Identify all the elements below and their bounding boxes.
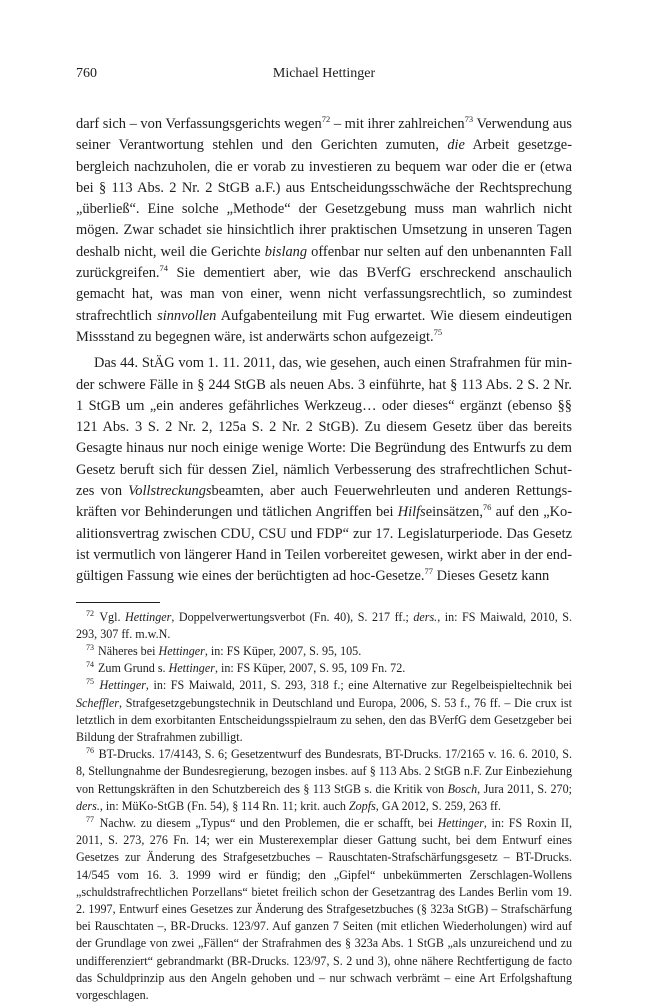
- italic-text: ders.: [413, 609, 438, 624]
- italic-text: ders.: [76, 798, 100, 813]
- italic-text: Bosch: [447, 781, 478, 796]
- footnote-75: $^{75}$ Hettinger, in: FS Maiwald, 2011, S. 293, 318 f.; eine Alternative zur Regelbeispieltechnik bei Scheffler, Strafgesetzgebungstechnik in Deutschland und Europa, 2006, S. 53 f., 76 ff. – Die crux ist letztlich in dem exorbitanten Entscheidungsspielraum zu sehen, den das BVerfG dem Gesetzgeber bei Bildung der Strafrahmen zubilligt.: [76, 677, 572, 744]
- page-header: [76, 66, 572, 88]
- italic-text: Hettinger: [437, 815, 484, 830]
- footnote-number: 77: [86, 814, 94, 824]
- italic-text: Vollstreckungs: [128, 483, 212, 500]
- footnote-number: 74: [86, 660, 94, 670]
- footnote-73: $^{73}$ Näheres bei Hettinger, in: FS Küper, 2007, S. 95, 105.: [86, 642, 362, 658]
- footnote-number: 73: [86, 642, 94, 652]
- footnote-number: 76: [86, 746, 94, 756]
- italic-text: die: [447, 137, 465, 154]
- running-head: Michael Hettinger: [272, 66, 376, 81]
- italic-text: bislang: [264, 243, 308, 260]
- page-number: 760: [76, 66, 97, 81]
- italic-text: Zopfs: [348, 798, 376, 813]
- book-page: [76, 66, 572, 1004]
- italic-text: sinnvollen: [157, 307, 217, 324]
- footnote-74: $^{74}$ Zum Grund s. Hettinger, in: FS Küper, 2007, S. 95, 109 Fn. 72.: [86, 660, 406, 676]
- footnote-76: $^{76}$ BT-Drucks. 17/4143, S. 6; Gesetzentwurf des Bundesrats, BT-Drucks. 17/2165 v. 16. 6. 2010, S. 8, Stellungnahme der Bundesregierung, bezogen insbes. auf § 113 Abs. 2 StGB n.F. Zur Einbeziehung von Rettungskräften in den Schutzbereich des § 113 StGB s. die Kritik von Bosch, Jura 2011, S. 270; ders., in: MüKo-StGB (Fn. 54), § 114 Rn. 11; krit. auch Zopfs, GA 2012, S. 259, 263 ff.: [76, 746, 573, 813]
- footnote-ref[interactable]: 75: [433, 327, 443, 338]
- body-paragraph: Das 44. StÄG vom 1. 11. 2011, das, wie gesehen, auch einen Strafrahmen für minder schwere Fälle in § 244 StGB als neuen Abs. 3 einführte, hat § 113 Abs. 2 S. 2 Nr. 1 StGB um „ein anderes gefährliches Werkzeug… oder dieses“ ergänzt (ebenso §§ 121 Abs. 3 S. 2 Nr. 2, 125a S. 2 Nr. 2 StGB). Zu diesem Gesetz über das bereits Gesagte hinaus nur noch einige wenige Worte: Die Begründung des Entwurfs zu dem Gesetz beruft sich für dessen Ziel, nämlich Verbesserung des strafrechtlichen Schutzes von Vollstreckungsbeamten, aber auch Feuerwehrleuten und anderen Rettungskräften vor Behinderungen und tätlichen Angriffen bei Hilfseinsätzen,$^{76}$ auf den „Koalitionsvertrag zwischen CDU, CSU und FDP“ zur 17. Legislaturperiode. Das Gesetz ist vermutlich von längerer Hand in Teilen vorbereitet gewesen, wirkt aber in der endgültigen Fassung wie eines der berüchtigten ad hoc-Gesetze.$^{77}$ Dieses Gesetz kann: [76, 355, 573, 585]
- italic-text: Hettinger: [125, 609, 172, 624]
- italic-text: Hettinger: [99, 678, 146, 693]
- italic-text: Scheffler: [76, 695, 119, 710]
- footnote-ref[interactable]: 76: [482, 502, 492, 513]
- main-text: [76, 114, 572, 588]
- body-paragraph: darf sich – von Verfassungsgerichts wegen$^{72}$ – mit ihrer zahlreichen$^{73}$ Verwendung aus seiner Verantwortung stehlen und den Gerichten zumuten, die Arbeit gesetzgebergleich nachzuholen, die er vorab zu investieren zu bequem war oder die er (etwa bei § 113 Abs. 2 Nr. 2 StGB a.F.) aus Entscheidungsschwäche der Rechtsprechung „überließ“. Eine solche „Methode“ der Gesetzgebung muss man wahrlich nicht mögen. Zwar schadet sie hinsichtlich ihrer praktischen Umsetzung in unseren Tagen deshalb nicht, weil die Gerichte bislang offenbar nur selten auf den unbenannten Fall zurückgreifen.$^{74}$ Sie dementiert aber, wie das BVerfG erschreckend anschaulich gemacht hat, was man von einer, wenn nicht verfassungsrechtlich, so zumindest strafrechtlich sinnvollen Aufgabenteilung mit Fug erwartet. Wie diesem eindeutigen Missstand zu begegnen wäre, ist anderwärts schon aufgezeigt.$^{75}$: [76, 114, 572, 345]
- footnote-ref[interactable]: 74: [159, 263, 168, 274]
- footnote-separator: [76, 602, 160, 603]
- footnote-ref[interactable]: 77: [424, 566, 433, 577]
- footnotes: [76, 609, 572, 1004]
- footnote-ref[interactable]: 73: [464, 114, 474, 125]
- footnote-72: $^{72}$ Vgl. Hettinger, Doppelverwertungsverbot (Fn. 40), S. 217 ff.; ders., in: FS Maiwald, 2010, S. 293, 307 ff. m.w.N.: [76, 608, 573, 641]
- italic-text: Hettinger: [168, 661, 215, 676]
- italic-text: Hettinger: [158, 643, 205, 658]
- footnote-ref[interactable]: 72: [321, 114, 331, 125]
- italic-text: Hilfs: [397, 504, 426, 521]
- footnote-number: 75: [86, 677, 94, 687]
- footnote-number: 72: [86, 608, 94, 618]
- footnote-77: $^{77}$ Nachw. zu diesem „Typus“ und den Problemen, die er schafft, bei Hettinger, in: FS Roxin II, 2011, S. 273, 276 Fn. 14; wer ein Musterexemplar dieser Gattung sucht, bei dem Entwurf eines Gesetzes zur Änderung des Strafgesetzbuches – Rauschtaten-Strafschärfungsgesetz – BT-Drucks. 14/545 vom 16. 3. 1999 wird er fündig; den „Gipfel“ unbekümmerten Zerschlagen-Wollens „schuldstrafrechtlichen Porzellans“ bietet freilich schon der Gesetzantrag des Landes Berlin vom 19. 2. 1997, Entwurf eines Gesetzes zur Änderung des Strafgesetzbuches (§ 323a StGB) – Strafschärfung bei Rauschtaten –, BR-Drucks. 123/97. Auf ganzen 7 Seiten (mit etlichen Wiederholungen) wird auf der Grundlage von zwei „Fällen“ der Strafrahmen des § 323a Abs. 1 StGB „als unzureichend und zu undifferenziert“ gebrandmarkt (BR-Drucks. 123/97, S. 2 und 3), ohne nähere Rechtfertigung de facto das Schuldprinzip aus den Angeln gehoben und – nur schwach verbrämt – eine Art Erfolgshaftung vorgeschlagen.: [76, 814, 573, 1002]
